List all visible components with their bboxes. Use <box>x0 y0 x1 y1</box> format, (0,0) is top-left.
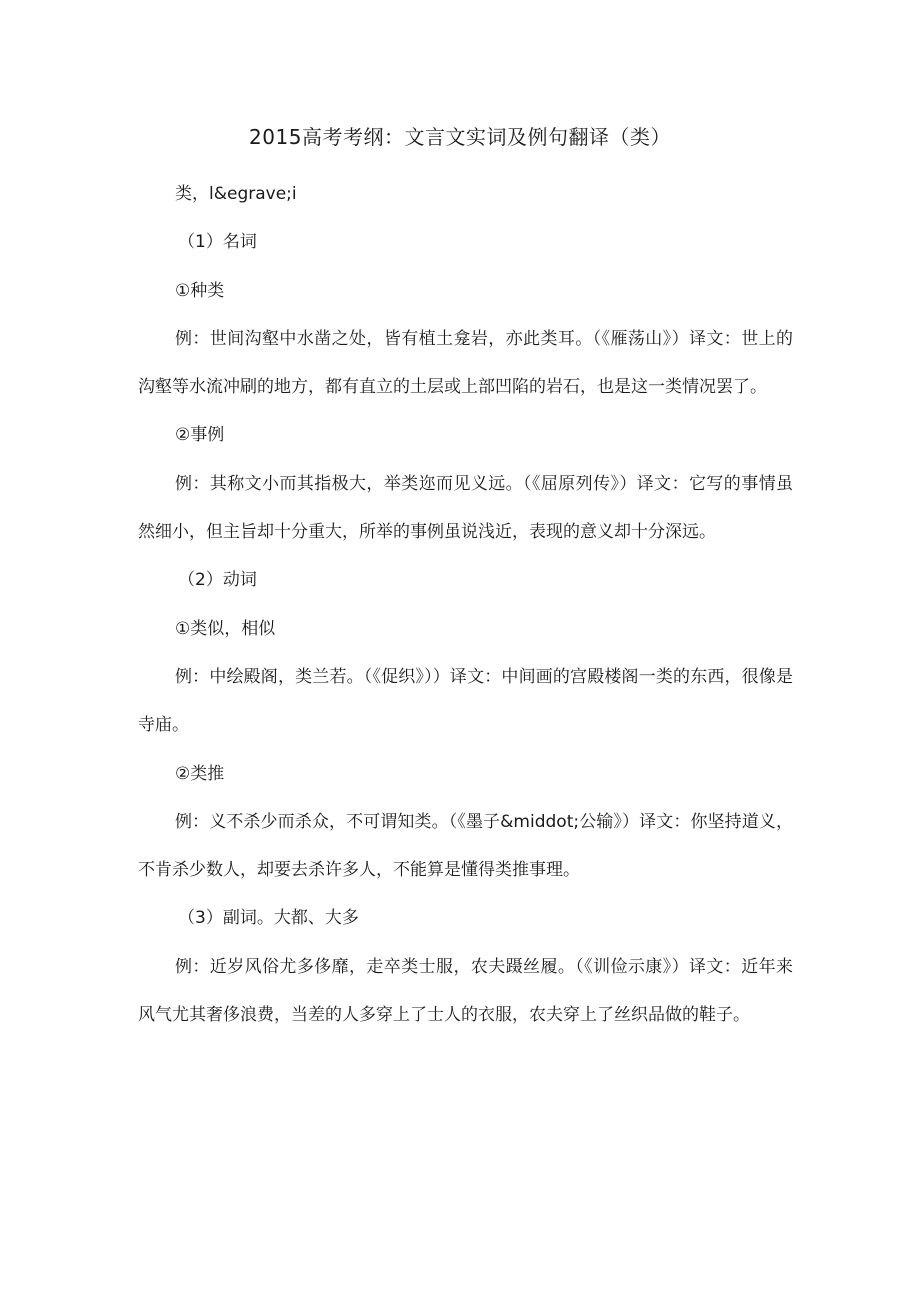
example-paragraph: 例：中绘殿阁，类兰若。（《促织》））译文：中间画的宫殿楼阁一类的东西，很像是寺庙。 <box>138 666 793 736</box>
document-title: 2015高考考纲：文言文实词及例句翻译（类） <box>249 125 671 149</box>
example-paragraph: 例：世间沟壑中水凿之处，皆有植土龛岩，亦此类耳。（《雁荡山》）译文：世上的沟壑等水流冲刷的地方，都有直立的土层或上部凹陷的岩石，也是这一类情况罢了。 <box>138 328 793 398</box>
section-noun-heading: （1）名词 <box>178 232 257 253</box>
sense-similar-heading: ①类似，相似 <box>175 618 276 639</box>
sense-case-heading: ②事例 <box>175 425 225 446</box>
sense-kind-heading: ①种类 <box>175 280 225 301</box>
example-paragraph: 例：义不杀少而杀众，不可谓知类。（《墨子&middot;公输》）译文：你坚持道义，不肯杀少数人，却要去杀许多人，不能算是懂得类推事理。 <box>138 811 793 881</box>
section-adverb-heading: （3）副词。大都、大多 <box>178 908 359 929</box>
example-paragraph: 例：近岁风俗尤多侈靡，走卒类士服，农夫蹑丝履。（《训俭示康》）译文：近年来风气尤其奢侈浪费，当差的人多穿上了士人的衣服，农夫穿上了丝织品做的鞋子。 <box>138 956 793 1026</box>
entry-heading: 类，l&egrave;i <box>175 184 297 204</box>
section-verb-heading: （2）动词 <box>178 570 257 591</box>
sense-infer-heading: ②类推 <box>175 763 225 784</box>
example-paragraph: 例：其称文小而其指极大，举类迩而见义远。（《屈原列传》）译文：它写的事情虽然细小，但主旨却十分重大，所举的事例虽说浅近，表现的意义却十分深远。 <box>138 473 793 543</box>
document-body <box>138 170 793 1039</box>
